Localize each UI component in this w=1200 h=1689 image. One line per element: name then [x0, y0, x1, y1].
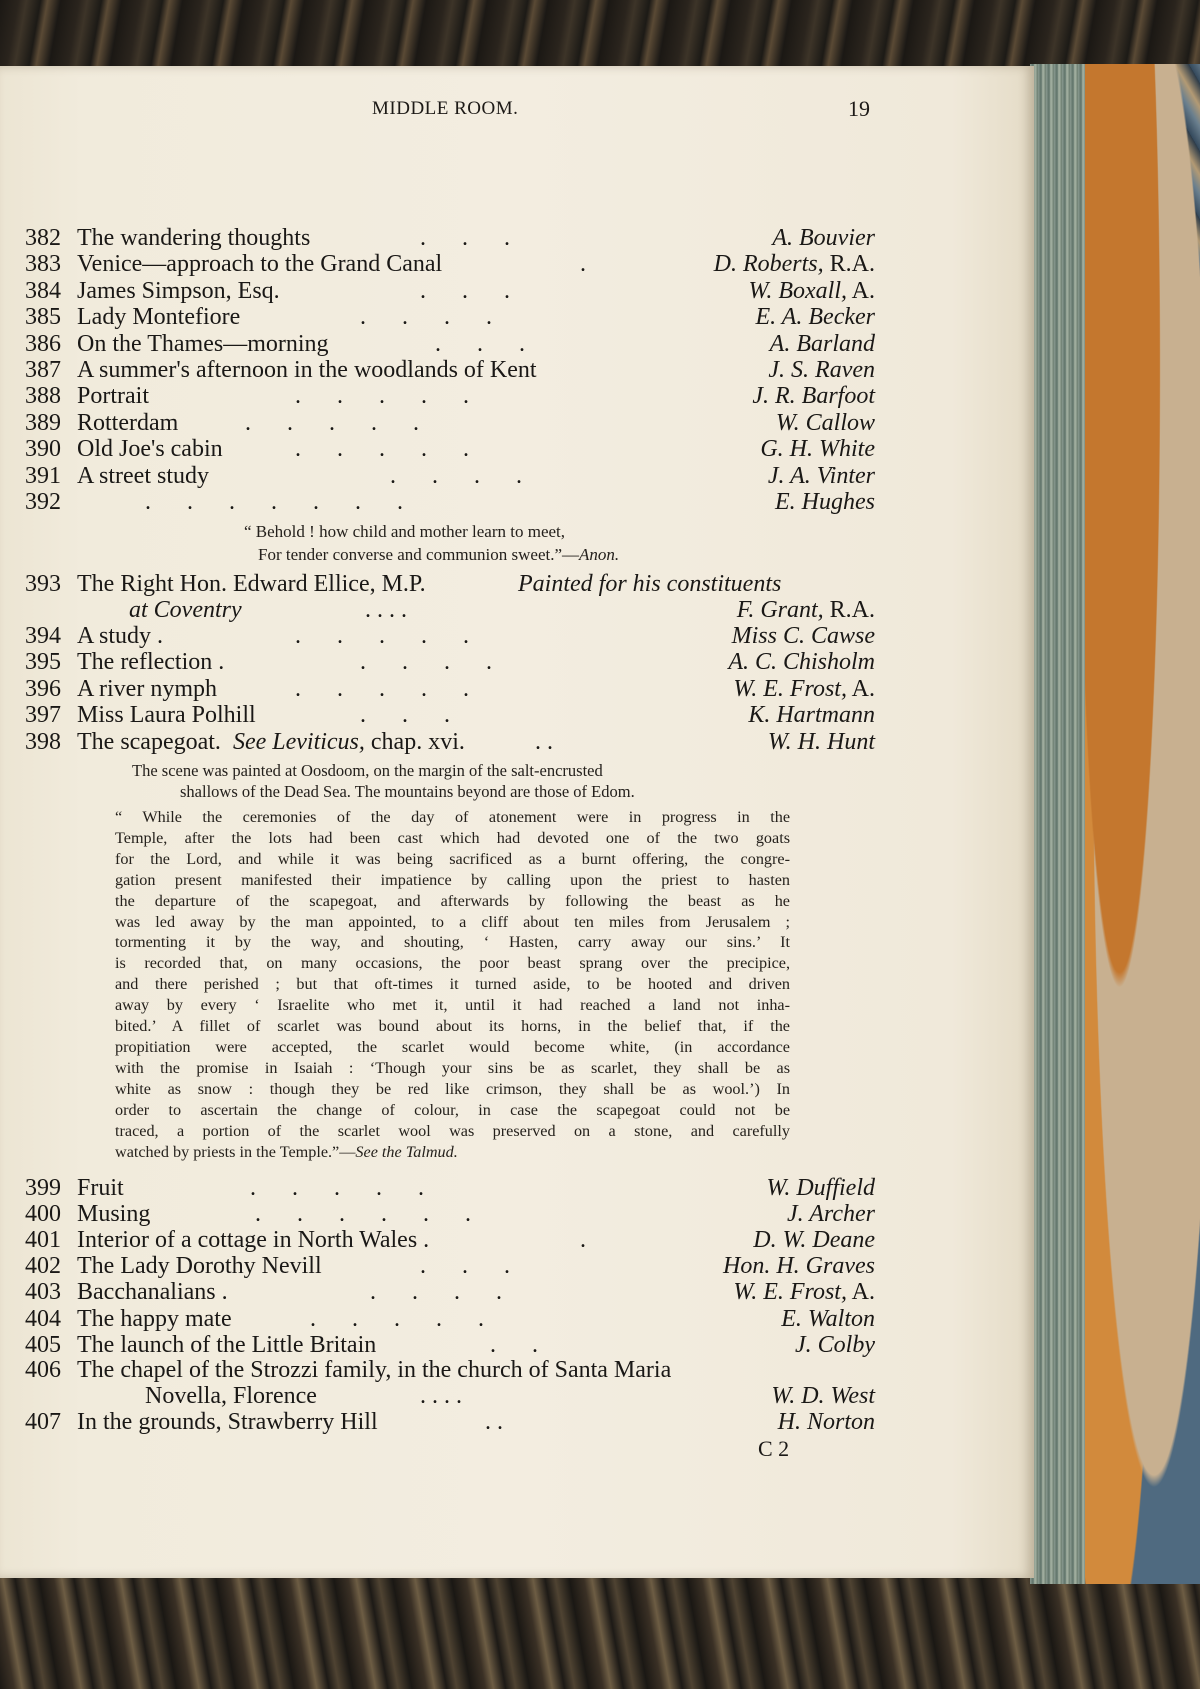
quote-line: and there perished ; but that oft-times it turned aside, to be hooted and driven: [115, 975, 790, 994]
catalogue-entry-398: 398 The scapegoat. See Leviticus, chap. xvi. . . W. H. Hunt: [25, 729, 875, 755]
quote-line: tormenting it by the way, and shouting, ‘ Hasten, carry away our sins.’ It: [115, 933, 790, 952]
quote-line: gation present manifested their impatience by calling upon the priest to hasten: [115, 870, 790, 889]
catalogue-entry: 384 James Simpson, Esq. . . . W. Boxall, A.: [25, 277, 875, 304]
poem-line-2: For tender converse and communion sweet.”—Anon.: [258, 545, 620, 564]
page-number: 19: [848, 96, 870, 121]
running-title: MIDDLE ROOM.: [372, 98, 519, 119]
quote-line: for the Lord, and while it was being sacrificed as a burnt offering, the congre-: [115, 849, 790, 868]
catalogue-entry: 399 Fruit . . . . . W. Duffield: [25, 1175, 875, 1201]
quote-line: Temple, after the lots had been cast which had devoted one of the two goats: [115, 828, 790, 847]
quote-line: propitiation were accepted, the scarlet would become white, (in accordance: [115, 1037, 790, 1056]
catalogue-entry: 400 Musing . . . . . . J. Archer: [25, 1201, 875, 1228]
quote-line: is recorded that, on many occasions, the poor beast sprang over the precipice,: [115, 954, 790, 973]
catalogue-entry: 397 Miss Laura Polhill . . . K. Hartmann: [25, 702, 875, 729]
quote-line: “ While the ceremonies of the day of atonement were in progress in the: [115, 808, 790, 826]
marbled-board-bottom: [0, 1578, 1200, 1689]
catalogue-entry: 403 Bacchanalians . . . . . W. E. Frost, A.: [25, 1279, 875, 1306]
catalogue-entry: 394 A study . . . . . . Miss C. Cawse: [25, 623, 875, 649]
catalogue-entry-393-cont: at Coventry . . . . F. Grant, R.A.: [129, 597, 875, 623]
poem-attribution: Anon.: [579, 545, 620, 564]
quote-last-line: watched by priests in the Temple.”—See the Talmud.: [115, 1142, 458, 1161]
catalogue-entry: 389 Rotterdam . . . . . W. Callow: [25, 409, 875, 436]
quote-line: was led away by the man appointed, to a cliff about ten miles from Jerusalem ;: [115, 912, 790, 931]
quote-line: the departure of the scapegoat, and afterwards by following the beast as he: [115, 891, 790, 910]
page-header: [0, 98, 1034, 128]
quote-line: bited.’ A fillet of scarlet was bound about its horns, in the belief that, if the: [115, 1017, 790, 1036]
catalogue-entry-406-cont: Novella, Florence . . . . W. D. West: [145, 1383, 875, 1409]
quote-line: white as snow : though they be red like crimson, they shall be as wool.’) In: [115, 1079, 790, 1098]
catalogue-entry: 383 Venice—approach to the Grand Canal . D. Roberts, R.A.: [25, 251, 875, 278]
catalogue-entry: 395 The reflection . . . . . A. C. Chisholm: [25, 649, 875, 676]
catalogue-entry-407: 407 In the grounds, Strawberry Hill . . H. Norton: [25, 1409, 875, 1435]
quote-line: away by every ‘ Israelite who met it, until it had reached a land not inha-: [115, 996, 790, 1015]
catalogue-entry-406: 406 The chapel of the Strozzi family, in the church of Santa Maria: [25, 1357, 672, 1383]
note-line-1: The scene was painted at Oosdoom, on the margin of the salt-encrusted: [132, 761, 603, 780]
catalogue-entry: 387 A summer's afternoon in the woodlands of Kent J. S. Raven: [25, 357, 875, 383]
catalogue-entry: 405 The launch of the Little Britain . . J. Colby: [25, 1331, 875, 1358]
catalogue-entry: 404 The happy mate . . . . . E. Walton: [25, 1305, 875, 1332]
catalogue-entry: 382 The wandering thoughts . . . A. Bouvier: [25, 225, 875, 251]
catalogue-entry: 386 On the Thames—morning . . . A. Barland: [25, 330, 875, 357]
page-edges: [1030, 64, 1085, 1584]
marbled-board-right: [1085, 64, 1200, 1584]
note-line-2: shallows of the Dead Sea. The mountains beyond are those of Edom.: [180, 782, 635, 801]
quote-line: with the promise in Isaiah : ‘Though your sins be as scarlet, they shall be as: [115, 1058, 790, 1077]
signature-mark: C 2: [758, 1436, 790, 1461]
poem-line-1: “ Behold ! how child and mother learn to meet,: [244, 522, 566, 541]
catalogue-entry: 391 A street study . . . . J. A. Vinter: [25, 462, 875, 489]
catalogue-entry: 385 Lady Montefiore . . . . E. A. Becker: [25, 304, 875, 331]
catalogue-entry-393: 393 The Right Hon. Edward Ellice, M.P. Painted for his constituents: [25, 571, 782, 597]
entry-note: Painted for his constituents: [518, 571, 782, 597]
catalogue-entry: 390 Old Joe's cabin . . . . . G. H. White: [25, 436, 875, 463]
catalogue-entry: 402 The Lady Dorothy Nevill . . . Hon. H. Graves: [25, 1253, 875, 1280]
catalogue-entry: 392 . . . . . . . E. Hughes: [25, 489, 875, 515]
catalogue-entry: 388 Portrait . . . . . J. R. Barfoot: [25, 383, 875, 410]
quote-line: order to ascertain the change of colour, in case the scapegoat could not be: [115, 1100, 790, 1119]
talmud-quote: [115, 807, 790, 1162]
quote-line: traced, a portion of the scarlet wool was preserved on a stone, and carefully: [115, 1121, 790, 1140]
catalogue-entry: 401 Interior of a cottage in North Wales . . D. W. Deane: [25, 1227, 875, 1254]
catalogue-entry: 396 A river nymph . . . . . W. E. Frost, A.: [25, 675, 875, 702]
